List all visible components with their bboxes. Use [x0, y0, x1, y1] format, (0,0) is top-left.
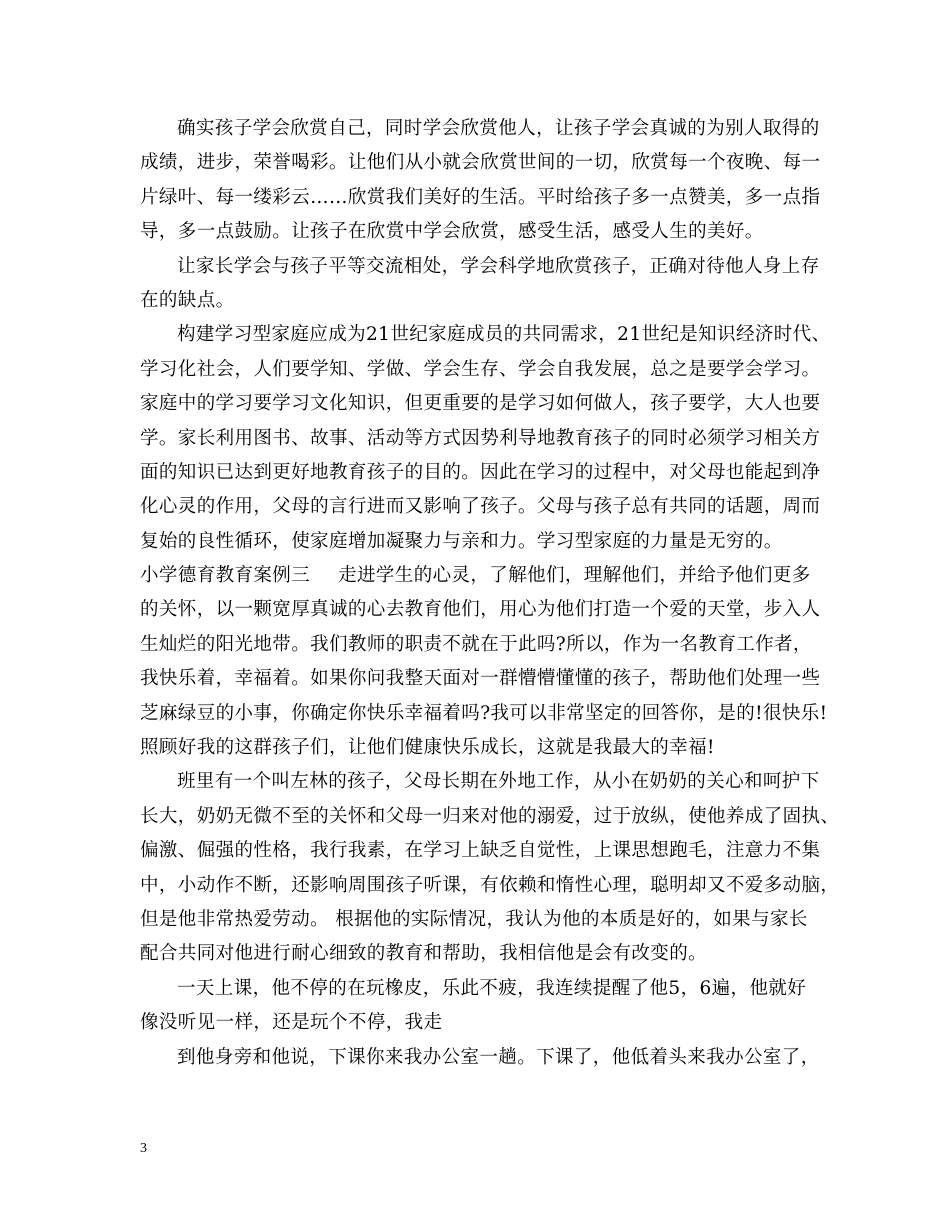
- text-line: 导，多一点鼓励。让孩子在欣赏中学会欣赏，感受生活，感受人生的美好。: [140, 221, 764, 243]
- text-line: 复始的良性循环，使家庭增加凝聚力与亲和力。学习型家庭的力量是无穷的。: [140, 530, 783, 552]
- section-heading: 小学德育教育案例三: [140, 565, 311, 587]
- page-number: 3: [140, 1141, 147, 1156]
- text-line: 学习化社会，人们要学知、学做、学会生存、学会自我发展，总之是要学会学习。: [140, 358, 821, 380]
- text-line: 的关怀，以一颗宽厚真诚的心去教育他们，用心为他们打造一个爱的天堂，步入人: [140, 599, 821, 621]
- text-line: 让家长学会与孩子平等交流相处，学会科学地欣赏孩子，正确对待他人身上存: [177, 255, 820, 277]
- text-line: 到他身旁和他说，下课你来我办公室一趟。下课了，他低着头来我办公室了，: [177, 1046, 820, 1068]
- text-line: 片绿叶、每一缕彩云……欣赏我们美好的生活。平时给孩子多一点赞美，多一点指: [140, 186, 821, 208]
- text-line: 配合共同对他进行耐心细致的教育和帮助，我相信他是会有改变的。: [140, 943, 708, 965]
- text-line: 构建学习型家庭应成为21世纪家庭成员的共同需求，21世纪是知识经济时代、: [177, 324, 831, 346]
- text-line: 面的知识已达到更好地教育孩子的目的。因此在学习的过程中，对父母也能起到净: [140, 461, 821, 483]
- text-line: 在的缺点。: [140, 289, 235, 311]
- text-line: 但是他非常热爱劳动。 根据他的实际情况，我认为他的本质是好的，如果与家长: [140, 908, 808, 930]
- text-line: 像没听见一样，还是玩个不停，我走: [140, 1012, 443, 1034]
- body-text: [140, 112, 840, 1075]
- text-line: 成绩，进步，荣誉喝彩。让他们从小就会欣赏世间的一切，欣赏每一个夜晚、每一: [140, 152, 821, 174]
- text-line: 中，小动作不断，还影响周围孩子听课，有依赖和惰性心理，聪明却又不爱多动脑，: [140, 874, 840, 896]
- text-line: 学。家长利用图书、故事、活动等方式因势利导地教育孩子的同时必须学习相关方: [140, 427, 821, 449]
- text-line: 班里有一个叫左林的孩子，父母长期在外地工作，从小在奶奶的关心和呵护下: [177, 771, 820, 793]
- text-line: 我快乐着，幸福着。如果你问我整天面对一群懵懵懂懂的孩子，帮助他们处理一些: [140, 668, 821, 690]
- text-line: 长大，奶奶无微不至的关怀和父母一归来对他的溺爱，过于放纵，使他养成了固执、: [140, 805, 840, 827]
- text-line: 照顾好我的这群孩子们，让他们健康快乐成长，这就是我最大的幸福!: [140, 737, 715, 759]
- text-line: 家庭中的学习要学习文化知识，但更重要的是学习如何做人，孩子要学，大人也要: [140, 393, 821, 415]
- text-line: 一天上课，他不停的在玩橡皮，乐此不疲，我连续提醒了他5，6遍，他就好: [177, 977, 807, 999]
- text-line: 化心灵的作用，父母的言行进而又影响了孩子。父母与孩子总有共同的话题，周而: [140, 496, 821, 518]
- text-line: 芝麻绿豆的小事，你确定你快乐幸福着吗?我可以非常坚定的回答你，是的!很快乐!: [140, 702, 828, 724]
- text-line: 偏激、倔强的性格，我行我素，在学习上缺乏自觉性，上课思想跑毛，注意力不集: [140, 840, 821, 862]
- text-line: 生灿烂的阳光地带。我们教师的职责不就在于此吗?所以，作为一名教育工作者，: [140, 633, 812, 655]
- section-heading-line: [140, 559, 820, 593]
- text-line: 确实孩子学会欣赏自己，同时学会欣赏他人，让孩子学会真诚的为别人取得的: [177, 118, 820, 139]
- text-line: 走进学生的心灵，了解他们，理解他们，并给予他们更多: [338, 565, 811, 587]
